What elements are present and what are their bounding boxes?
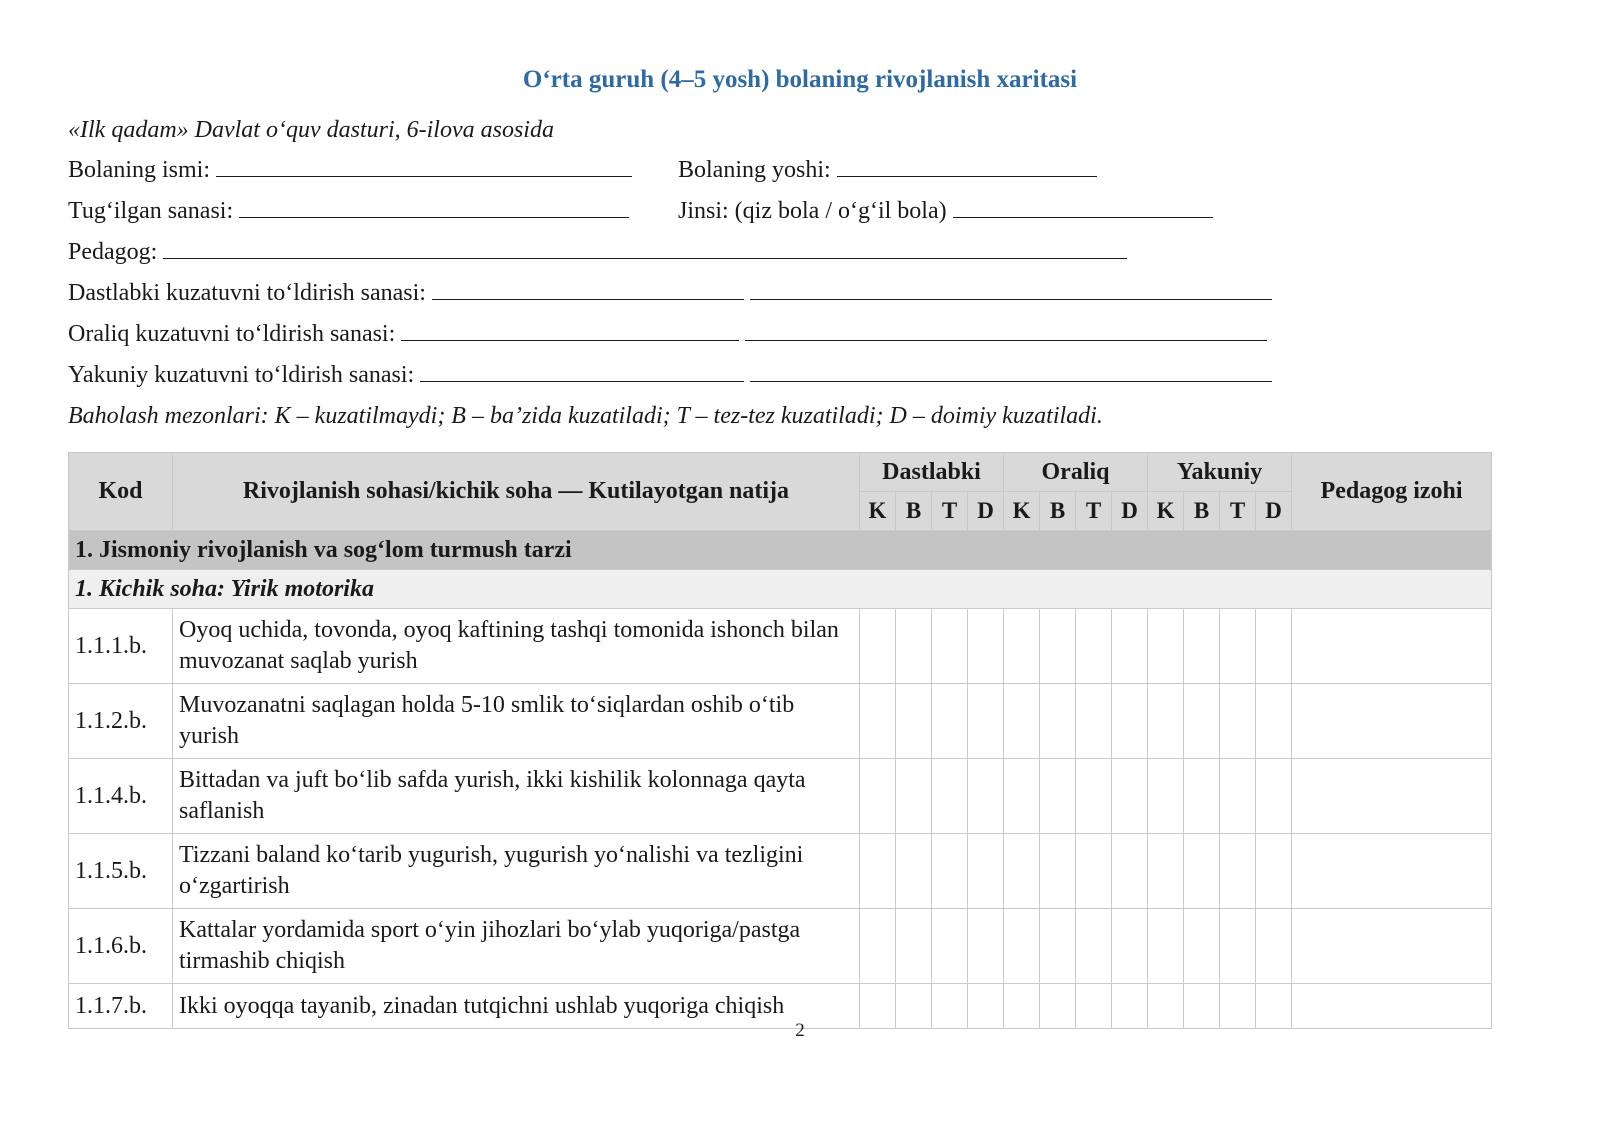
rating-cell[interactable]: [1184, 909, 1220, 984]
row-description: Bittadan va juft bo‘lib safda yurish, ikki kishilik kolonnaga qayta saflanish: [173, 759, 860, 834]
child-age-field[interactable]: [837, 158, 1097, 177]
rating-cell[interactable]: [1184, 759, 1220, 834]
rating-cell[interactable]: [1076, 909, 1112, 984]
teacher-note-cell[interactable]: [1292, 834, 1492, 909]
rating-cell[interactable]: [1256, 684, 1292, 759]
rating-cell[interactable]: [932, 834, 968, 909]
rating-cell[interactable]: [1004, 684, 1040, 759]
section-row: [69, 531, 1492, 570]
scale-t: T: [1076, 492, 1112, 531]
rating-cell[interactable]: [896, 834, 932, 909]
teacher-note-cell[interactable]: [1292, 609, 1492, 684]
row-description: Kattalar yordamida sport o‘yin jihozlari bo‘ylab yuqoriga/pastga tirmashib chiqish: [173, 909, 860, 984]
final-note-field[interactable]: [750, 363, 1272, 382]
scale-k: K: [860, 492, 896, 531]
rating-cell[interactable]: [896, 684, 932, 759]
rating-cell[interactable]: [1040, 684, 1076, 759]
rating-cell[interactable]: [1148, 684, 1184, 759]
initial-date-label: Dastlabki kuzatuvni to‘ldirish sanasi:: [68, 280, 426, 306]
row-code: 1.1.1.b.: [69, 609, 173, 684]
rating-cell[interactable]: [968, 909, 1004, 984]
child-name-field[interactable]: [216, 158, 632, 177]
teacher-field[interactable]: [163, 240, 1127, 259]
rating-cell[interactable]: [1256, 834, 1292, 909]
rating-cell[interactable]: [1220, 909, 1256, 984]
rating-cell[interactable]: [1112, 609, 1148, 684]
scale-b: B: [1184, 492, 1220, 531]
teacher-note-cell[interactable]: [1292, 909, 1492, 984]
table-row: [69, 909, 1492, 984]
scale-b: B: [1040, 492, 1076, 531]
phase-mid-header: Oraliq: [1004, 453, 1148, 492]
gender-row: [678, 198, 1213, 225]
teacher-label: Pedagog:: [68, 239, 158, 265]
rating-cell[interactable]: [1148, 609, 1184, 684]
rating-cell[interactable]: [1040, 909, 1076, 984]
scale-k: K: [1004, 492, 1040, 531]
rating-cell[interactable]: [1004, 834, 1040, 909]
table-row: [69, 609, 1492, 684]
phase-final-header: Yakuniy: [1148, 453, 1292, 492]
child-age-label: Bolaning yoshi:: [678, 157, 831, 183]
rating-cell[interactable]: [932, 759, 968, 834]
gender-field[interactable]: [953, 199, 1213, 218]
birth-date-field[interactable]: [239, 199, 629, 218]
phase-initial-header: Dastlabki: [860, 453, 1004, 492]
scale-d: D: [968, 492, 1004, 531]
col-area-header: Rivojlanish sohasi/kichik soha — Kutilayotgan natija: [173, 453, 860, 531]
rating-cell[interactable]: [1040, 759, 1076, 834]
row-code: 1.1.7.b.: [69, 984, 173, 1029]
table-row: [69, 684, 1492, 759]
table-row: [69, 759, 1492, 834]
rating-cell[interactable]: [1004, 609, 1040, 684]
rating-cell[interactable]: [968, 684, 1004, 759]
rating-cell[interactable]: [1040, 834, 1076, 909]
rating-cell[interactable]: [1148, 834, 1184, 909]
row-code: 1.1.6.b.: [69, 909, 173, 984]
rating-cell[interactable]: [1184, 834, 1220, 909]
subsection-row: [69, 570, 1492, 609]
rating-cell[interactable]: [1220, 834, 1256, 909]
col-code-header: Kod: [69, 453, 173, 531]
scale-t: T: [1220, 492, 1256, 531]
rating-cell[interactable]: [1004, 909, 1040, 984]
teacher-note-cell[interactable]: [1292, 759, 1492, 834]
birth-date-label: Tug‘ilgan sanasi:: [68, 198, 234, 224]
table-row: [69, 834, 1492, 909]
page-title: O‘rta guruh (4–5 yosh) bolaning rivojlanish xaritasi: [522, 66, 1078, 93]
rating-cell[interactable]: [1184, 684, 1220, 759]
rating-cell[interactable]: [1112, 834, 1148, 909]
rating-cell[interactable]: [860, 759, 896, 834]
rating-cell[interactable]: [896, 609, 932, 684]
row-description: Ikki oyoqqa tayanib, zinadan tutqichni ushlab yuqoriga chiqish: [173, 984, 860, 1029]
rating-cell[interactable]: [860, 609, 896, 684]
rating-cell[interactable]: [1076, 759, 1112, 834]
rating-cell[interactable]: [896, 759, 932, 834]
criteria-legend: Baholash mezonlari: K – kuzatilmaydi; B – ba’zida kuzatiladi; T – tez-tez kuzatiladi; D – doimiy kuzatiladi.: [68, 403, 1103, 429]
final-date-field[interactable]: [420, 363, 744, 382]
scale-d: D: [1112, 492, 1148, 531]
initial-date-field[interactable]: [432, 281, 744, 300]
birth-date-row: [68, 198, 629, 225]
rating-cell[interactable]: [860, 909, 896, 984]
mid-note-field[interactable]: [745, 322, 1267, 341]
rating-cell[interactable]: [1256, 759, 1292, 834]
rating-cell[interactable]: [1076, 834, 1112, 909]
row-code: 1.1.5.b.: [69, 834, 173, 909]
rating-cell[interactable]: [1112, 909, 1148, 984]
mid-date-row: [68, 321, 1267, 348]
teacher-note-cell[interactable]: [1292, 684, 1492, 759]
row-code: 1.1.4.b.: [69, 759, 173, 834]
row-description: Tizzani baland ko‘tarib yugurish, yugurish yo‘nalishi va tezligini o‘zgartirish: [173, 834, 860, 909]
rating-cell[interactable]: [1220, 609, 1256, 684]
row-code: 1.1.2.b.: [69, 684, 173, 759]
rating-cell[interactable]: [1004, 759, 1040, 834]
final-date-row: [68, 362, 1272, 389]
rating-cell[interactable]: [932, 609, 968, 684]
child-name-label: Bolaning ismi:: [68, 157, 211, 183]
table-header-row: [69, 453, 1492, 492]
scale-b: B: [896, 492, 932, 531]
rating-cell[interactable]: [1148, 759, 1184, 834]
rating-cell[interactable]: [1112, 759, 1148, 834]
rating-cell[interactable]: [860, 684, 896, 759]
rating-cell[interactable]: [1256, 609, 1292, 684]
rating-cell[interactable]: [968, 759, 1004, 834]
col-note-header: Pedagog izohi: [1292, 453, 1492, 531]
mid-date-label: Oraliq kuzatuvni to‘ldirish sanasi:: [68, 321, 396, 347]
row-description: Muvozanatni saqlagan holda 5-10 smlik to‘siqlardan oshib o‘tib yurish: [173, 684, 860, 759]
rating-cell[interactable]: [1220, 759, 1256, 834]
child-age-row: [678, 157, 1097, 184]
rating-cell[interactable]: [1076, 609, 1112, 684]
development-table: [68, 452, 1492, 1029]
final-date-label: Yakuniy kuzatuvni to‘ldirish sanasi:: [68, 362, 415, 388]
rating-cell[interactable]: [968, 834, 1004, 909]
rating-cell[interactable]: [932, 684, 968, 759]
section-title: 1. Jismoniy rivojlanish va sog‘lom turmush tarzi: [69, 531, 1492, 570]
row-description: Oyoq uchida, tovonda, oyoq kaftining tashqi tomonida ishonch bilan muvozanat saqlab yurish: [173, 609, 860, 684]
scale-t: T: [932, 492, 968, 531]
rating-cell[interactable]: [860, 834, 896, 909]
mid-date-field[interactable]: [401, 322, 739, 341]
subtitle: «Ilk qadam» Davlat o‘quv dasturi, 6-ilova asosida: [68, 117, 554, 143]
rating-cell[interactable]: [896, 909, 932, 984]
rating-cell[interactable]: [1040, 609, 1076, 684]
rating-cell[interactable]: [1256, 909, 1292, 984]
teacher-row: [68, 239, 1127, 266]
rating-cell[interactable]: [1184, 609, 1220, 684]
subsection-title: 1. Kichik soha: Yirik motorika: [69, 570, 1492, 609]
page-number: 2: [795, 1020, 805, 1041]
scale-k: K: [1148, 492, 1184, 531]
child-name-row: [68, 157, 632, 184]
rating-cell[interactable]: [932, 909, 968, 984]
rating-cell[interactable]: [1112, 684, 1148, 759]
rating-cell[interactable]: [1076, 684, 1112, 759]
rating-cell[interactable]: [968, 609, 1004, 684]
initial-date-row: [68, 280, 1272, 307]
gender-label: Jinsi: (qiz bola / o‘g‘il bola): [678, 198, 947, 224]
scale-d: D: [1256, 492, 1292, 531]
rating-cell[interactable]: [1148, 909, 1184, 984]
initial-note-field[interactable]: [750, 281, 1272, 300]
rating-cell[interactable]: [1220, 684, 1256, 759]
